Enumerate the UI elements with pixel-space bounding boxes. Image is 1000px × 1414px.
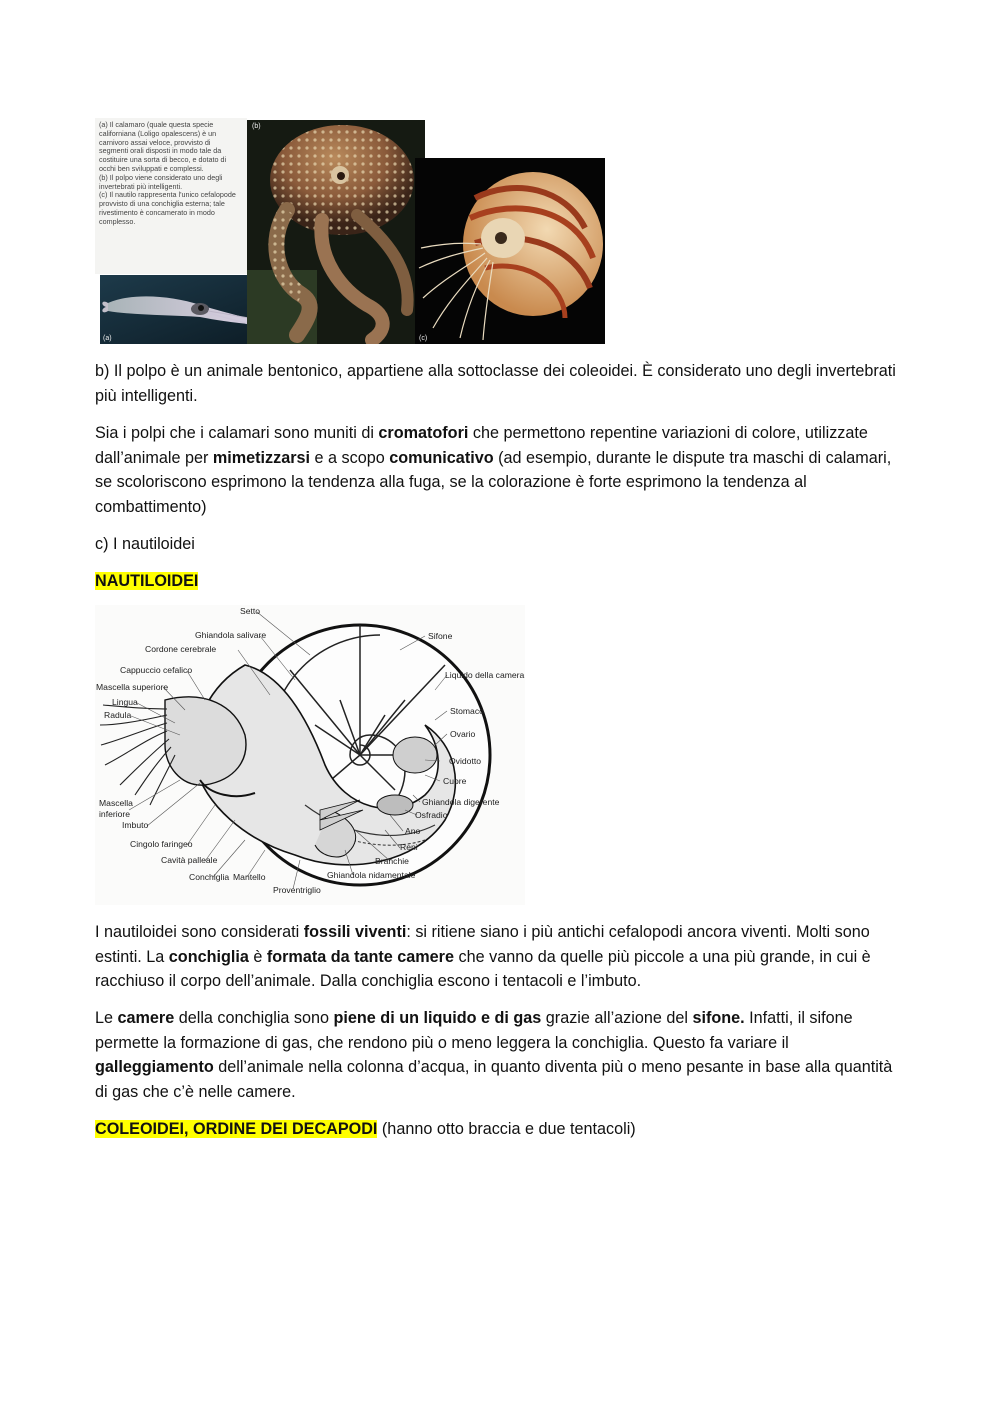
label-reni: Reni — [400, 842, 418, 852]
bold-term-galleggiamento: galleggiamento — [95, 1058, 214, 1076]
label-stomaco: Stomaco — [450, 706, 484, 716]
label-ghiandola-nidamentale: Ghiandola nidamentale — [327, 870, 416, 880]
label-conchiglia: Conchiglia — [189, 872, 230, 882]
paragraph-chromatophores — [95, 421, 905, 519]
label-cuore: Cuore — [443, 776, 467, 786]
bold-term-cromatofori: cromatofori — [378, 424, 469, 442]
bold-term-mimetizzarsi: mimetizzarsi — [212, 448, 311, 467]
caption-line: (b) Il polpo viene considerato uno degli — [99, 172, 223, 182]
caption-line: provvisto di una conchiglia esterna; tale — [99, 199, 225, 209]
label-proventriglio: Proventriglio — [273, 885, 321, 895]
text-run: che vanno da quelle più piccole a una più grande, in cui è racchiuso il corpo dell’animale. Dalla conchiglia escono i tentacoli e l’imbuto. — [95, 947, 871, 990]
figure-caption — [99, 121, 247, 227]
photo-label-c: (c) — [419, 335, 428, 342]
label-cappuccio-cefalico: Cappuccio cefalico — [120, 665, 193, 675]
label-mascella-inferiore: Mascella — [99, 798, 133, 808]
text-run: della conchiglia sono — [174, 1009, 334, 1027]
bold-term-fossili-viventi: fossili viventi — [303, 923, 407, 941]
photo-label-a: (a) — [103, 335, 112, 342]
text-run: : si ritiene siano i più antichi cefalopodi ancora viventi. Molti sono estinti. La — [95, 923, 870, 966]
text-run: è — [248, 947, 267, 966]
text-run: dell’animale nella colonna d’acqua, in quanto diventa più o meno pesante in base alla quantità di gas che c’è nelle camere. — [95, 1058, 893, 1101]
label-mascella-superiore: Mascella superiore — [96, 682, 169, 692]
text-run: I nautiloidei sono considerati — [95, 923, 304, 941]
label-ovidotto: Ovidotto — [449, 756, 482, 766]
text-run: grazie all’azione del — [541, 1009, 693, 1027]
label-ghiandola-salivare: Ghiandola salivare — [195, 630, 267, 640]
caption-line: (c) Il nautilo rappresenta l'unico cefalopode — [99, 190, 236, 200]
caption-line: carnivoro assai veloce, provvisto di — [99, 137, 211, 147]
figure-caption-panel — [95, 118, 247, 274]
paragraph-fossili-viventi — [95, 920, 905, 994]
bold-term-camere: formata da tante camere — [266, 947, 454, 966]
label-setto: Setto — [240, 606, 261, 616]
nautilus-anatomy-diagram — [95, 605, 525, 905]
bold-term-liquido-gas: piene di un liquido e di gas — [333, 1009, 542, 1027]
section-heading-coleoidei — [95, 1117, 905, 1142]
label-ghiandola-digerente: Ghiandola digerente — [422, 797, 500, 807]
photo-label-b: (b) — [252, 123, 261, 130]
label-imbuto: Imbuto — [122, 820, 149, 830]
caption-line: (a) Il calamaro (quale questa specie — [99, 120, 214, 129]
paragraph-camere — [95, 1006, 905, 1104]
highlighted-heading: NAUTILOIDEI — [95, 572, 199, 590]
bold-term-conchiglia: conchiglia — [168, 947, 249, 966]
label-cavita-palleale: Cavità palleale — [161, 855, 218, 865]
heading-note: (hanno otto braccia e due tentacoli) — [377, 1120, 636, 1138]
section-heading-nautiloidei — [95, 569, 905, 594]
label-ano: Ano — [405, 826, 421, 836]
label-sifone: Sifone — [428, 631, 453, 641]
caption-line: californiana (Loligo opalescens) è un — [99, 128, 217, 138]
cephalopod-photo-figure — [95, 118, 605, 344]
paragraph-nautiloidei-intro: c) I nautiloidei — [95, 535, 195, 553]
caption-line: complesso. — [99, 216, 136, 226]
caption-line: invertebrati più intelligenti. — [99, 181, 183, 191]
label-mascella-inferiore-2: inferiore — [99, 809, 131, 819]
bold-term-sifone: sifone. — [692, 1009, 745, 1027]
text-run: Le — [95, 1009, 118, 1027]
nautilus-photo — [415, 158, 605, 344]
label-cordone-cerebrale: Cordone cerebrale — [145, 644, 217, 654]
text-run: e a scopo — [310, 448, 390, 467]
text-run: Infatti, il sifone permette la formazione di gas, che rendono più o meno leggera la conchiglia. Questo fa variare il — [95, 1009, 853, 1052]
label-osfradio: Osfradio — [415, 810, 448, 820]
text-run: Sia i polpi che i calamari sono muniti di — [95, 424, 379, 442]
label-lingua: Lingua — [112, 697, 138, 707]
text-run: (ad esempio, durante le dispute tra maschi di calamari, se scoloriscono esprimono la tendenza alla fuga, se la colorazione è forte esprimono la tendenza al combattimento) — [95, 448, 892, 516]
label-branchie: Branchie — [375, 856, 409, 866]
bold-term-camere-2: camere — [117, 1009, 175, 1027]
label-liquido-camera: Liquido della camera — [445, 670, 525, 680]
caption-line: segmenti orali disposti in modo tale da — [99, 146, 222, 156]
label-radula: Radula — [104, 710, 132, 720]
caption-line: rivestimento è concamerato in modo — [99, 207, 215, 217]
label-ovario: Ovario — [450, 729, 476, 739]
caption-line: occhi ben sviluppati e complessi. — [99, 163, 204, 173]
label-mantello: Mantello — [233, 872, 266, 882]
label-cingolo-faringeo: Cingolo faringeo — [130, 839, 193, 849]
paragraph-octopus: b) Il polpo è un animale bentonico, appartiene alla sottoclasse dei coleoidei. È considerato uno degli invertebrati più intelligenti. — [95, 362, 896, 405]
caption-line: costituire una sorta di becco, e dotato di — [99, 155, 227, 165]
bold-term-comunicativo: comunicativo — [389, 448, 494, 467]
text-run: che permettono repentine variazioni di colore, utilizzate dall’animale per — [95, 424, 868, 467]
octopus-photo — [247, 120, 428, 344]
highlighted-heading: COLEOIDEI, ORDINE DEI DECAPODI — [95, 1120, 378, 1138]
